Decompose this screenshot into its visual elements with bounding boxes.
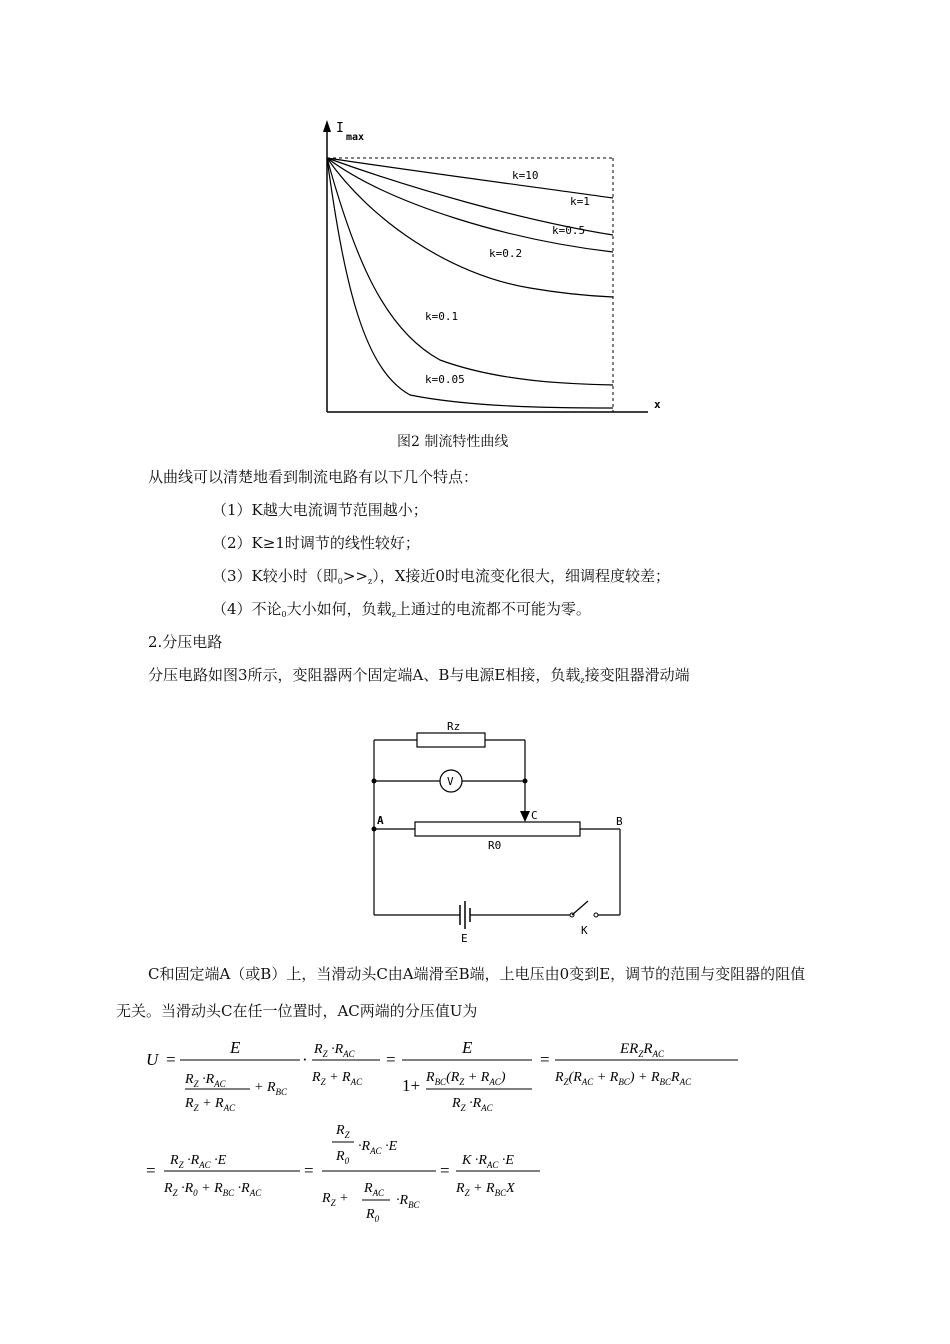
point-4-b: 大小如何，负载 xyxy=(286,600,392,618)
svg-text:1+: 1+ xyxy=(402,1076,421,1095)
point-4-subz: z xyxy=(391,610,396,619)
label-k02: k=0.2 xyxy=(489,247,523,260)
label-k1: k=1 xyxy=(570,195,590,208)
point-3-subz: z xyxy=(368,577,373,586)
svg-text:=: = xyxy=(540,1050,550,1069)
svg-text:RBC(RZ + RAC): $R_{BC}(R_Z + R_{AC})$ xyxy=(426,1070,506,1087)
svg-text:RZ(RAC + RBC) + RBCRAC: $R_Z(R_{AC} + R_{BC}) + R_{BC}R_{AC}$ xyxy=(555,1070,692,1087)
svg-text:=: = xyxy=(166,1050,176,1069)
svg-text:ERZRAC: $ER_ZR_{AC}$ xyxy=(620,1041,665,1059)
y-axis-label: I xyxy=(336,121,344,136)
c-label: C xyxy=(531,809,538,822)
slider-arrow xyxy=(520,811,530,822)
rz-label: Rz xyxy=(447,720,461,733)
svg-text:·RBC: $\cdot R_{BC}$ xyxy=(396,1193,420,1210)
equation-2 xyxy=(140,1120,560,1230)
point-1: （1）K越大电流调节范围越小； xyxy=(212,501,428,519)
point-4-sub0: 0 xyxy=(281,610,287,619)
svg-text:E: E xyxy=(230,1038,241,1057)
label-k005: k=0.05 xyxy=(425,373,465,386)
equation-1 xyxy=(140,1035,750,1120)
svg-text:RZ ·R0 + RBC ·RAC: $R_Z \cdot R_0 + R_{BC} \cdot R_{AC}$ xyxy=(164,1181,262,1198)
svg-text:E: E xyxy=(462,1038,473,1057)
svg-text:·RAC ·E: $\cdot R_{AC} \cdot E$ xyxy=(358,1139,398,1156)
paragraph-c-line-2: 无关。当滑动头C在任一位置时，AC两端的分压值U为 xyxy=(116,1002,478,1020)
point-2: （2）K≥1时调节的线性较好； xyxy=(212,534,420,552)
figure2-caption: 图2 制流特性曲线 xyxy=(397,434,509,450)
section-2-text-a: 分压电路如图3所示，变阻器两个固定端A、B与电源E相接，负载 xyxy=(148,666,581,684)
point-3-sub0: 0 xyxy=(337,577,343,586)
point-4-c: 上通过的电流都不可能为零。 xyxy=(395,600,591,618)
svg-text:=: = xyxy=(440,1161,450,1180)
curve-k10 xyxy=(327,158,613,198)
figure3-circuit xyxy=(360,715,640,950)
voltmeter-label: V xyxy=(447,775,454,788)
svg-text:RZ: $R_Z$ xyxy=(336,1123,350,1140)
label-k05: k=0.5 xyxy=(552,224,586,237)
svg-text:U: U xyxy=(146,1050,159,1069)
svg-text:=: = xyxy=(304,1161,314,1180)
point-4 xyxy=(212,599,591,625)
label-k01: k=0.1 xyxy=(425,310,459,323)
svg-text:=: = xyxy=(146,1161,156,1180)
point-3-a: （3）K较小时（即 xyxy=(212,567,338,585)
svg-text:K ·RAC ·E: $K \cdot R_{AC} \cdot E$ xyxy=(462,1153,514,1170)
switch-blade xyxy=(572,901,588,915)
svg-text:R0: $R_0$ xyxy=(366,1207,380,1224)
figure2-chart xyxy=(300,110,680,420)
b-label: B xyxy=(616,815,623,828)
svg-text:RZ +: $R_Z$ + xyxy=(322,1191,349,1208)
svg-text:·: · xyxy=(302,1050,308,1069)
point-3 xyxy=(212,566,670,592)
svg-text:RZ + RAC: $R_Z + R_{AC}$ xyxy=(312,1070,363,1087)
r0-rheostat xyxy=(415,822,580,836)
svg-text:R0: $R_0$ xyxy=(336,1149,350,1166)
paragraph-c-line-1: C和固定端A（或B）上，当滑动头C由A端滑至B端，上电压由0变到E，调节的范围与变阻器的阻值 xyxy=(148,965,806,983)
e-label: E xyxy=(461,932,468,945)
svg-text:RZ ·RAC: $R_Z \cdot R_{AC}$ xyxy=(314,1042,355,1059)
point-3-c: ），X接近0时电流变化很大，细调程度较差； xyxy=(372,567,670,585)
svg-text:RZ ·RAC ·E: $R_Z \cdot R_{AC} \cdot E$ xyxy=(170,1153,227,1170)
section-2-text xyxy=(148,665,690,691)
svg-text:RZ + RAC: $R_Z + R_{AC}$ xyxy=(185,1096,236,1113)
section-2-text-sub: z xyxy=(580,676,585,685)
x-axis-label: x xyxy=(654,398,661,411)
r0-label: R0 xyxy=(488,839,502,852)
k-label: K xyxy=(581,924,588,937)
svg-text:RZ ·RAC: $R_Z \cdot R_{AC}$ xyxy=(452,1096,493,1113)
section-2-text-b: 接变阻器滑动端 xyxy=(584,666,690,684)
switch-contact-2 xyxy=(594,913,598,917)
intro-paragraph: 从曲线可以清楚地看到制流电路有以下几个特点： xyxy=(148,468,479,486)
svg-text:RZ ·RAC: $R_Z \cdot R_{AC}$ xyxy=(185,1072,226,1089)
svg-text:=: = xyxy=(386,1050,396,1069)
label-k10: k=10 xyxy=(512,169,539,182)
rz-resistor xyxy=(417,733,485,747)
svg-text:RZ + RBCX: $R_Z + R_{BC}X$ xyxy=(456,1181,515,1198)
y-axis-arrow xyxy=(323,120,331,132)
point-3-b: >> xyxy=(342,567,368,585)
section-2-title: 2.分压电路 xyxy=(148,633,223,651)
point-4-a: （4）不论 xyxy=(212,600,282,618)
a-label: A xyxy=(377,814,384,827)
y-axis-label-sub: max xyxy=(346,132,365,143)
svg-text:RAC: $R_{AC}$ xyxy=(364,1181,385,1198)
svg-text:+ RBC: + $R_{BC}$ xyxy=(254,1080,288,1097)
